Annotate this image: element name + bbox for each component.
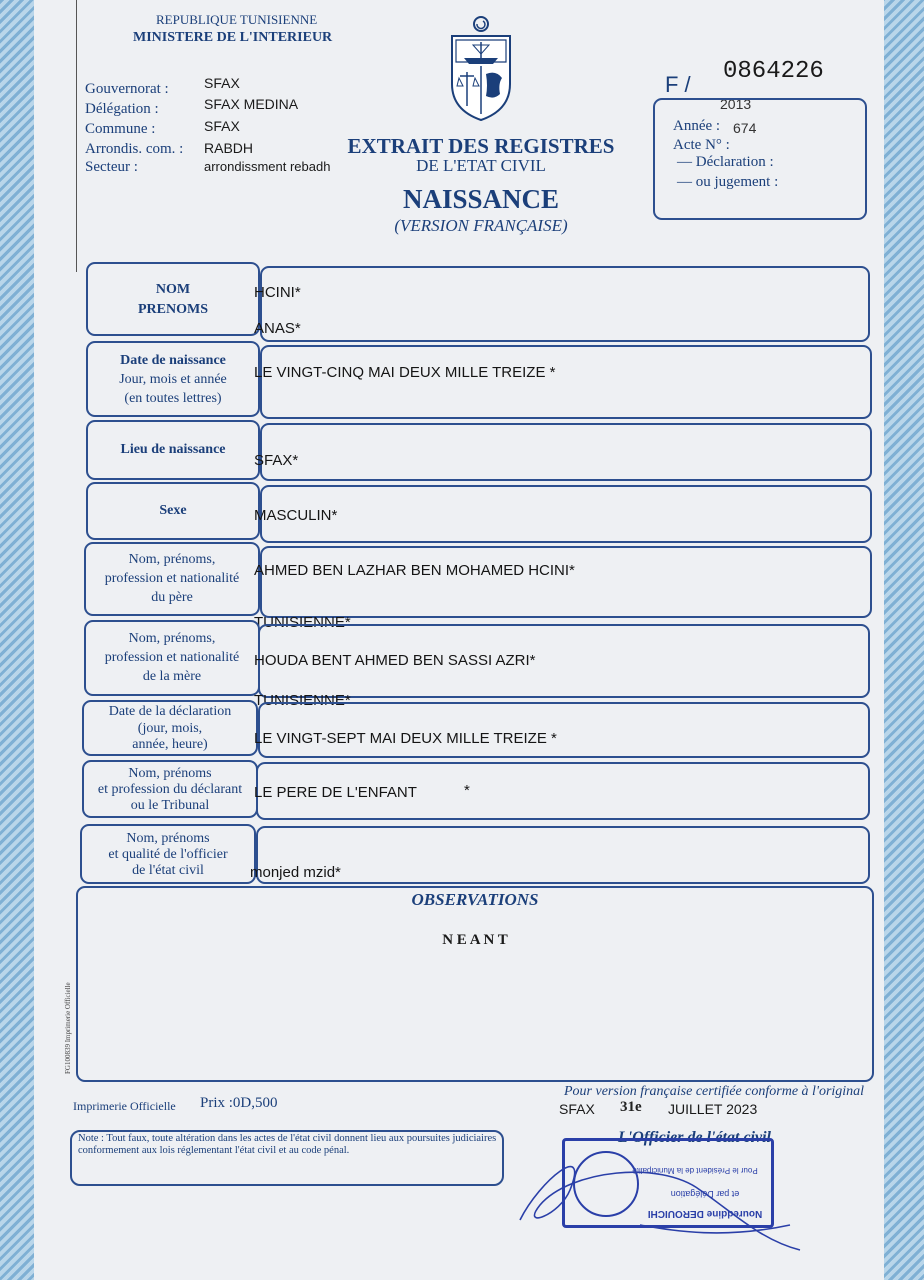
decl-value: LE VINGT-SEPT MAI DEUX MILLE TREIZE * [254, 730, 557, 747]
nom-value: HCINI* [254, 284, 301, 301]
officier-label-3: de l'état civil [132, 863, 204, 878]
tunisia-emblem-icon [446, 14, 516, 124]
title-line-1: EXTRAIT DES REGISTRES [347, 134, 615, 158]
value-arrondissement: RABDH [204, 140, 254, 156]
decl-label-2: (jour, mois, [137, 721, 203, 736]
sexe-value-box [260, 485, 872, 543]
republic-text: REPUBLIQUE TUNISIENNE [156, 12, 318, 27]
mere-label-3: de la mère [142, 669, 202, 684]
prenoms-value: ANAS* [254, 320, 301, 337]
date-label-2: Jour, mois et année [119, 372, 227, 387]
date-value: LE VINGT-CINQ MAI DEUX MILLE TREIZE * [254, 364, 556, 381]
declarant-label-1: Nom, prénoms [128, 766, 212, 781]
observations-box [76, 886, 874, 1082]
lieu-value: SFAX* [254, 452, 299, 469]
declarant-label-2: et profession du déclarant [97, 782, 243, 797]
title-line-2: DE L'ETAT CIVIL [416, 156, 546, 175]
pere-label-2: profession et nationalité [104, 571, 240, 586]
officier-label-1: Nom, prénoms [126, 831, 210, 846]
declarant-value: LE PERE DE L'ENFANT [254, 784, 417, 801]
serial-number: 0864226 [723, 58, 824, 85]
pere-label-1: Nom, prénoms, [128, 552, 216, 567]
footer-month-year: JUILLET 2023 [668, 1101, 758, 1117]
lieu-label: Lieu de naissance [120, 442, 226, 457]
note-text: Note : Tout faux, toute altération dans les actes de l'état civil donnent lieu aux poursuites judiciaires conformement aux lois réglementant l'état civil et au code pénal. [78, 1133, 497, 1156]
serial-prefix: F / [665, 72, 691, 97]
footer-city: SFAX [559, 1101, 595, 1117]
declarant-label-3: ou le Tribunal [130, 798, 210, 813]
annee-label: Année : [673, 118, 721, 134]
jugement-label: — ou jugement : [677, 174, 779, 190]
certified-text: Pour version française certifiée conforme à l'original [564, 1084, 865, 1099]
imprimerie-text: Imprimerie Officielle [73, 1099, 176, 1113]
nom-label-box [86, 262, 260, 336]
decl-label-1: Date de la déclaration [108, 704, 232, 719]
header-rule [76, 0, 77, 272]
sexe-value: MASCULIN* [254, 507, 338, 524]
date-value-box [260, 345, 872, 419]
nom-value-box [260, 266, 870, 342]
decl-label-3: année, heure) [132, 737, 208, 752]
pere-label-3: du père [151, 590, 193, 605]
stamp-line-3: Pour le Président de la Municipalité [632, 1166, 758, 1175]
pere-value-box [260, 546, 872, 618]
officer-title: L'Officier de l'état civil [618, 1129, 771, 1146]
label-commune: Commune : [85, 121, 156, 137]
mere-value: HOUDA BENT AHMED BEN SASSI AZRI* [254, 652, 536, 669]
officier-value-box [256, 826, 870, 884]
mere-label-1: Nom, prénoms, [128, 631, 216, 646]
signature-icon [500, 1130, 830, 1260]
value-delegation: SFAX MEDINA [204, 96, 299, 112]
mere-label-2: profession et nationalité [104, 650, 240, 665]
sexe-label: Sexe [159, 503, 187, 518]
ministry-text: MINISTERE DE L'INTERIEUR [133, 30, 333, 45]
acte-label: Acte N° : [673, 137, 730, 153]
label-secteur: Secteur : [85, 159, 138, 175]
observations-title: OBSERVATIONS [411, 890, 539, 909]
prenoms-label: PRENOMS [138, 302, 208, 317]
officier-value: monjed mzid* [250, 864, 341, 881]
lieu-value-box [260, 423, 872, 481]
date-label-3: (en toutes lettres) [124, 391, 222, 406]
pere-nationality: TUNISIENNE* [254, 614, 351, 631]
footer-day: 31e [620, 1099, 642, 1115]
declarant-star: * [464, 782, 470, 799]
declaration-label: — Déclaration : [677, 154, 774, 170]
stamp-line-2: et par Délégation [670, 1189, 740, 1199]
label-arrondissement: Arrondis. com. : [85, 141, 184, 157]
label-delegation: Délégation : [85, 101, 159, 117]
nom-label: NOM [155, 282, 191, 297]
title-version: (VERSION FRANÇAISE) [394, 216, 568, 235]
label-gouvernorat: Gouvernorat : [85, 81, 169, 97]
observations-text: N E A N T [442, 932, 508, 948]
value-secteur: arrondissment rebadh [204, 159, 331, 174]
stamp-name: Noureddine DEROUICHI [647, 1208, 763, 1219]
date-label-1: Date de naissance [120, 353, 226, 368]
pere-value: AHMED BEN LAZHAR BEN MOHAMED HCINI* [254, 562, 575, 579]
acte-number: 674 [733, 120, 757, 136]
mere-nationality: TUNISIENNE* [254, 692, 351, 709]
value-commune: SFAX [204, 118, 240, 134]
acte-year: 2013 [720, 96, 752, 112]
officier-label-2: et qualité de l'officier [108, 847, 228, 862]
value-gouvernorat: SFAX [204, 75, 240, 91]
side-print: FG100839 Imprimerie Officielle [64, 982, 72, 1074]
title-naissance: NAISSANCE [402, 184, 560, 214]
prix-text: Prix :0D,500 [200, 1095, 278, 1111]
